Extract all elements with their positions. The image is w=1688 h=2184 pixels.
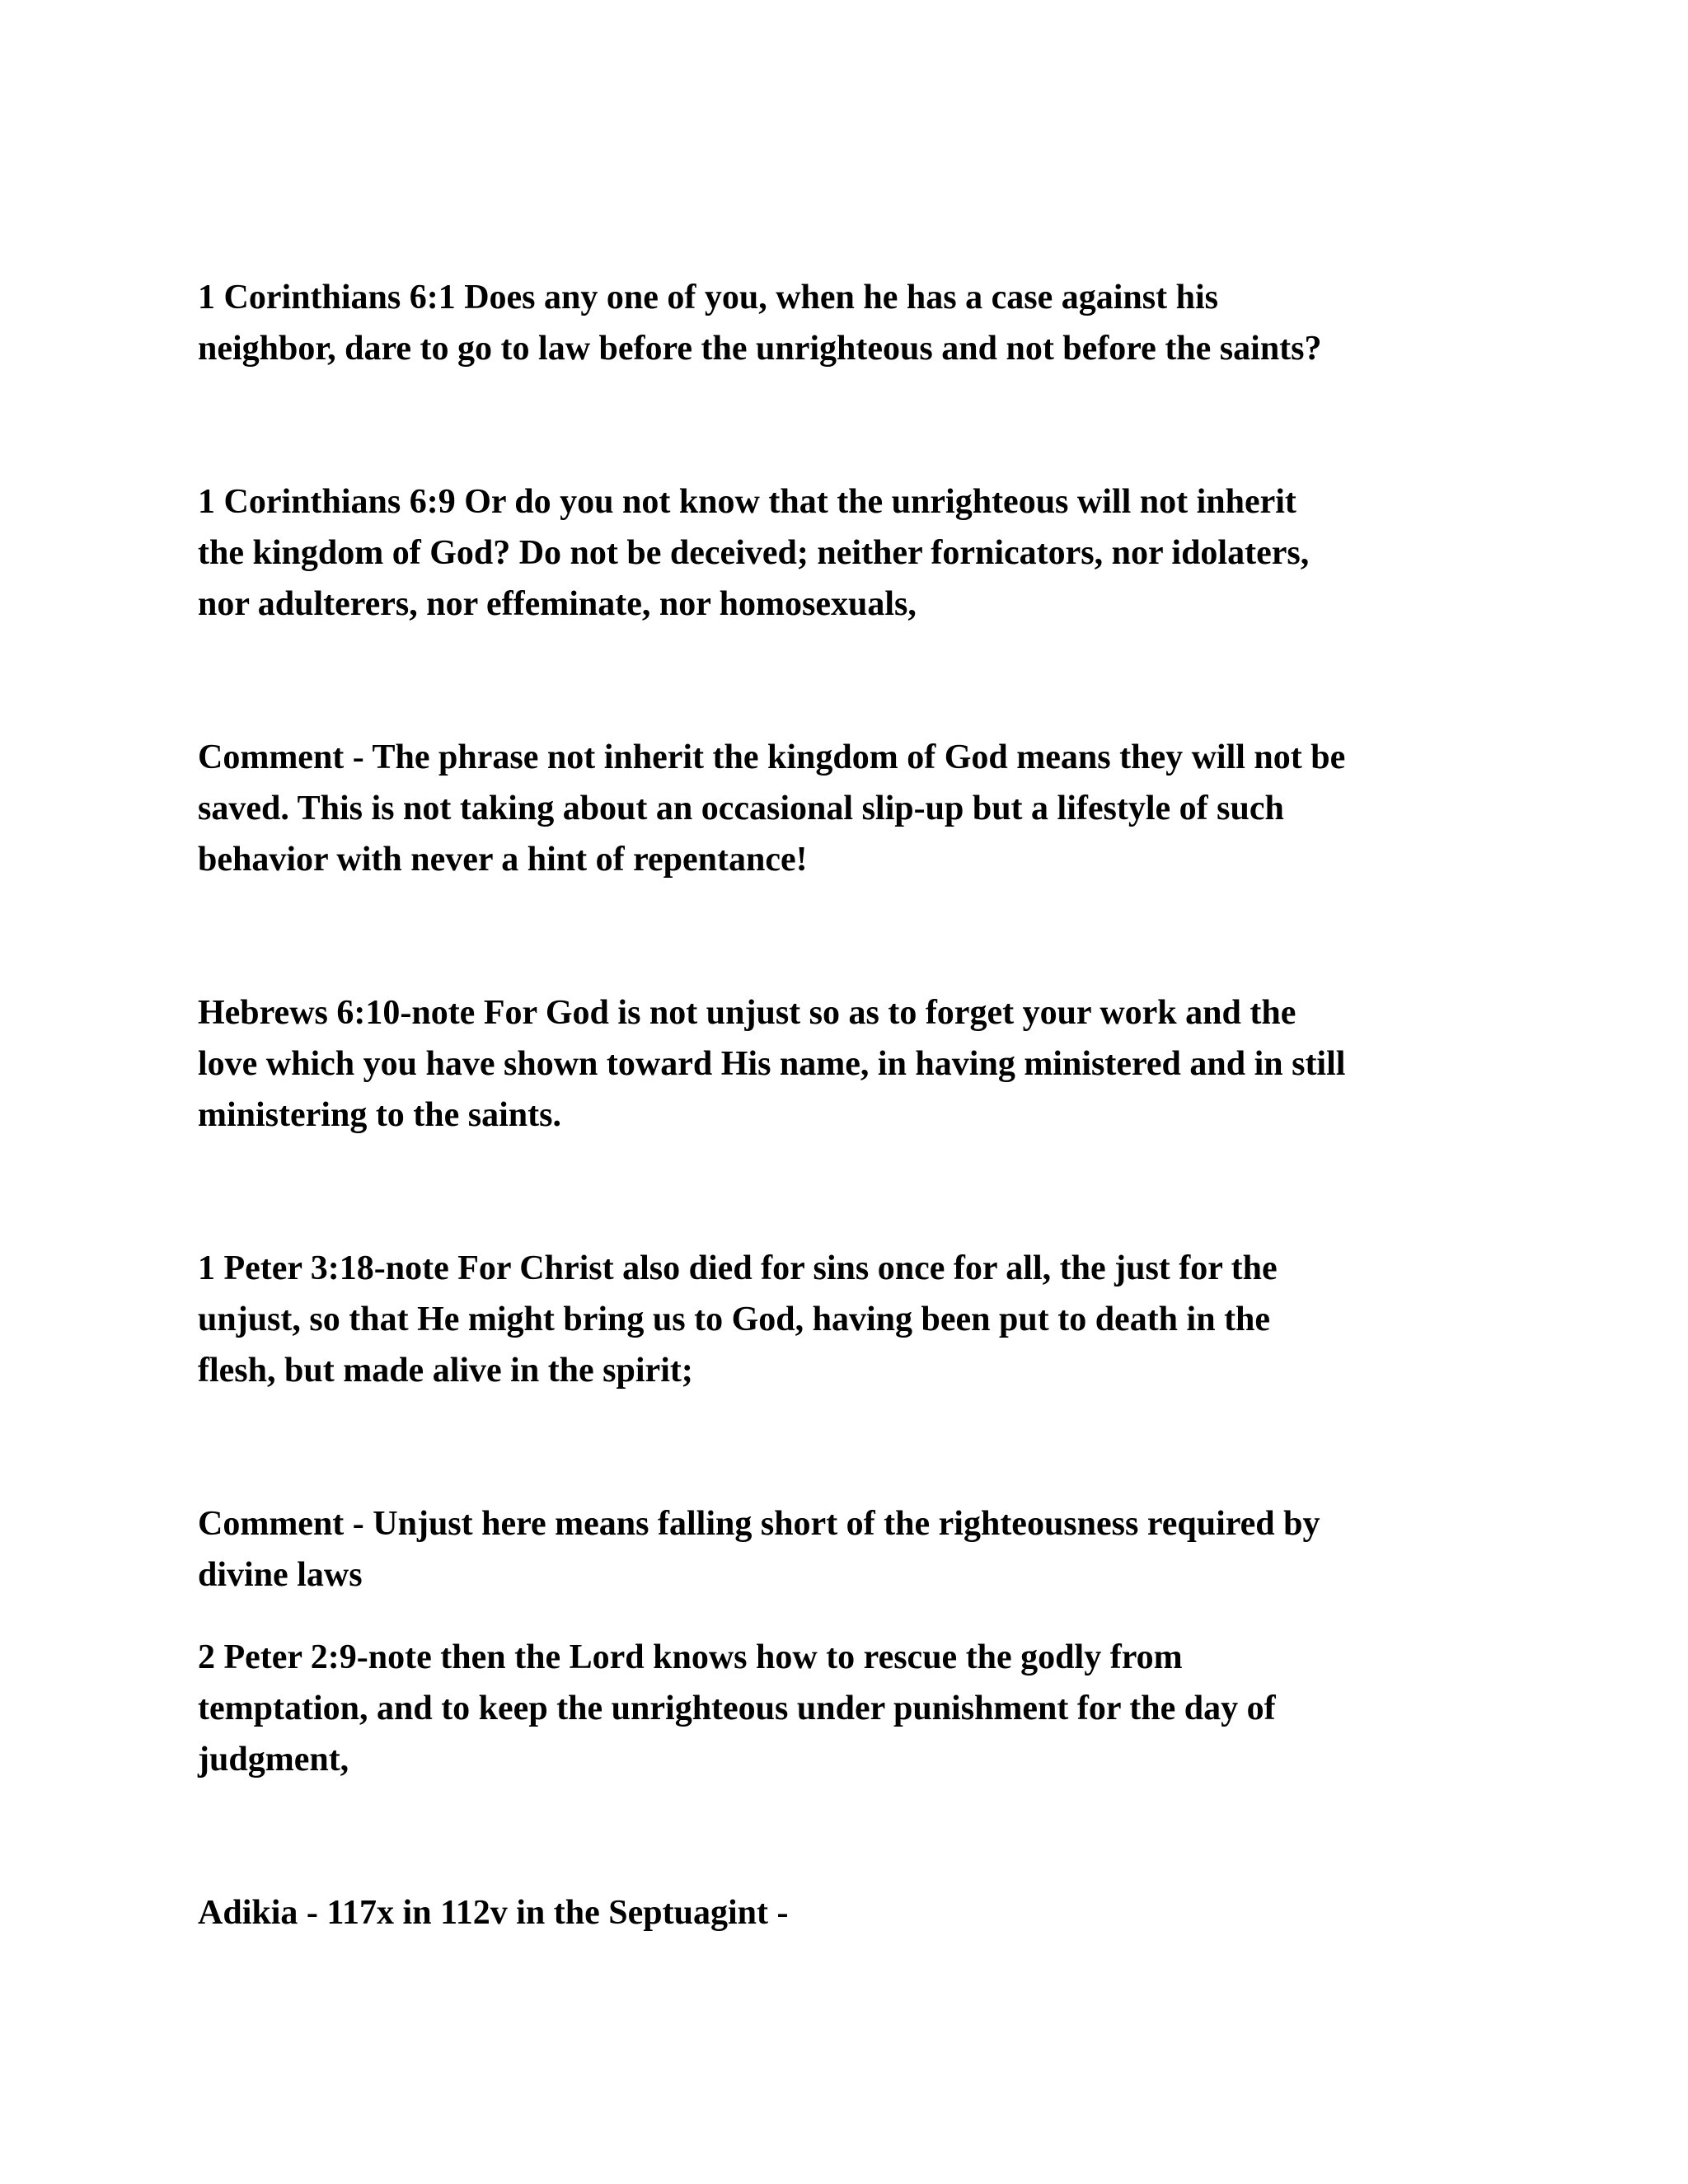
verse-1-corinthians-6-1: 1 Corinthians 6:1 Does any one of you, when he has a case against his neighbor, dare to go to law before the unrighteous and not before the saints? <box>198 279 1322 368</box>
verse-1-corinthians-6-9: 1 Corinthians 6:9 Or do you not know that the unrighteous will not inherit the kingdom of God? Do not be deceived; neither fornicators, nor idolaters, nor adulterers, nor effeminate, nor homosexuals, <box>198 483 1310 623</box>
adikia-septuagint-heading: Adikia - 117x in 112v in the Septuagint - <box>198 1894 789 1932</box>
verse-1-peter-3-18: 1 Peter 3:18-note For Christ also died for sins once for all, the just for the unjust, so that He might bring us to God, having been put to death in the flesh, but made alive in the spirit; <box>198 1249 1278 1390</box>
comment-kingdom-of-god: Comment - The phrase not inherit the kingdom of God means they will not be saved. This is not taking about an occasional slip-up but a lifestyle of such behavior with never a hint of repentance! <box>198 738 1346 879</box>
comment-unjust: Comment - Unjust here means falling short of the righteousness required by divine laws <box>198 1505 1320 1594</box>
verse-hebrews-6-10: Hebrews 6:10-note For God is not unjust so as to forget your work and the love which you have shown toward His name, in having ministered and in still ministering to the saints. <box>198 994 1346 1134</box>
verse-2-peter-2-9: 2 Peter 2:9-note then the Lord knows how to rescue the godly from temptation, and to keep the unrighteous under punishment for the day of judgment, <box>198 1638 1276 1779</box>
